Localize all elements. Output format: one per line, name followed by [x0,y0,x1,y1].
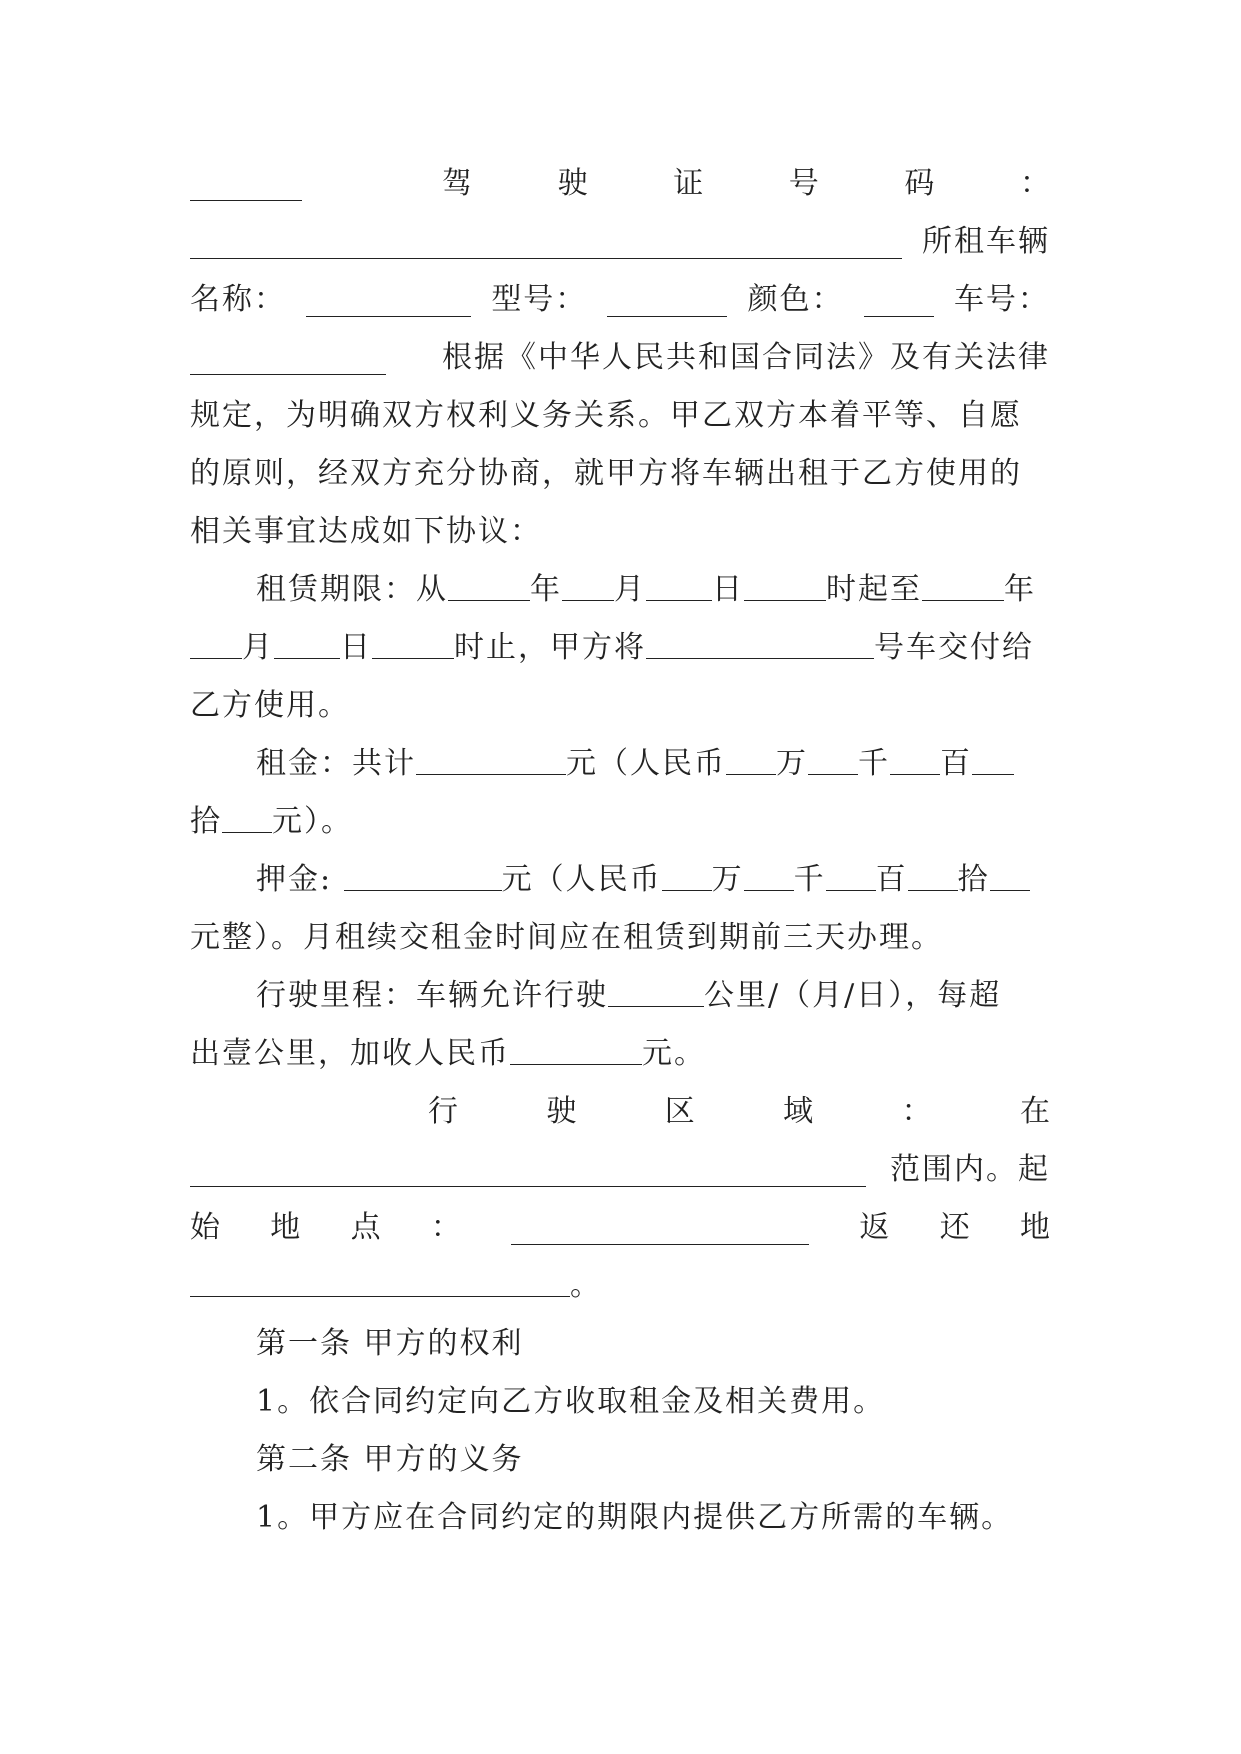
article-2-title: 第二条 甲方的义务 [256,1442,524,1477]
article-1-title: 第一条 甲方的权利 [256,1326,524,1361]
blank-field [972,742,1014,775]
blank-field [510,1032,642,1065]
blank-field [826,858,876,891]
rented-vehicle-line: 所租车辆 [190,213,1050,271]
blank-field [608,974,704,1007]
paragraph-line: 的原则，经双方充分协商，就甲方将车辆出租于乙方使用的 [190,456,1022,491]
driver-license-line [190,155,1050,213]
blank-field [448,568,530,601]
legal-basis-line: 根据《中华人民共和国合同法》及有关法律 [190,329,1050,387]
model-blank [607,284,727,317]
blank-field [372,626,454,659]
blank-field [190,342,386,375]
paragraph-line: 相关事宜达成如下协议： [190,514,542,549]
article-2-item-1: 1。甲方应在合同约定的期限内提供乙方所需的车辆。 [256,1500,1014,1535]
paragraph-line: 规定，为明确双方权利义务关系。甲乙双方本着平等、自愿 [190,398,1022,433]
blank-field [726,742,776,775]
blank-field [646,568,712,601]
deposit-line: 押金: 元（人民币 万 千 百 拾 [190,851,1050,909]
blank-field [662,858,712,891]
blank-field [190,1154,866,1187]
return-point-line: 。 [190,1257,1050,1315]
start-return-line: 始 地 点 ： 返 还 地 [190,1210,1050,1245]
lease-period-line-2: 月 日 时止，甲方将 号车交付给 [190,619,1050,677]
name-blank [306,284,471,317]
vehicle-info-line: 名称： 型号： 颜色： 车号： [190,282,1050,317]
blank-field [808,742,858,775]
blank-field [190,626,242,659]
driving-area-line: 行 驶 区 域 ： 在 [428,1094,1050,1129]
driving-area-line-2: 范围内。起 [190,1141,1050,1199]
rent-line: 租金：共计 元（人民币 万 千 百 [190,735,1050,793]
rent-line-2: 拾 元）。 [190,793,1050,851]
blank-field [416,742,566,775]
start-point-blank [511,1212,809,1245]
blank-field [562,568,614,601]
blank-field [222,800,272,833]
blank-field [190,168,302,201]
blank-field [344,858,502,891]
lease-period-line: 租赁期限：从 年 月 日 时起至 年 [190,561,1050,619]
article-1-item-1: 1。依合同约定向乙方收取租金及相关费用。 [256,1384,886,1419]
blank-field [744,858,794,891]
color-blank [864,284,934,317]
driver-license-label: 驾 驶 证 号 码 ： [442,166,1050,201]
blank-field [646,626,874,659]
blank-field [190,226,902,259]
blank-field [990,858,1030,891]
return-point-blank [190,1264,570,1297]
blank-field [274,626,340,659]
contract-page [190,155,1050,1547]
blank-field [908,858,958,891]
mileage-line-2: 出壹公里，加收人民币 元。 [190,1025,1050,1083]
blank-field [890,742,940,775]
blank-field [744,568,826,601]
lease-period-line-3: 乙方使用。 [190,688,350,723]
blank-field [922,568,1004,601]
mileage-line: 行驶里程：车辆允许行驶 公里/（月/日），每超 [190,967,1050,1025]
deposit-line-2: 元整）。月租续交租金时间应在租赁到期前三天办理。 [190,920,943,955]
